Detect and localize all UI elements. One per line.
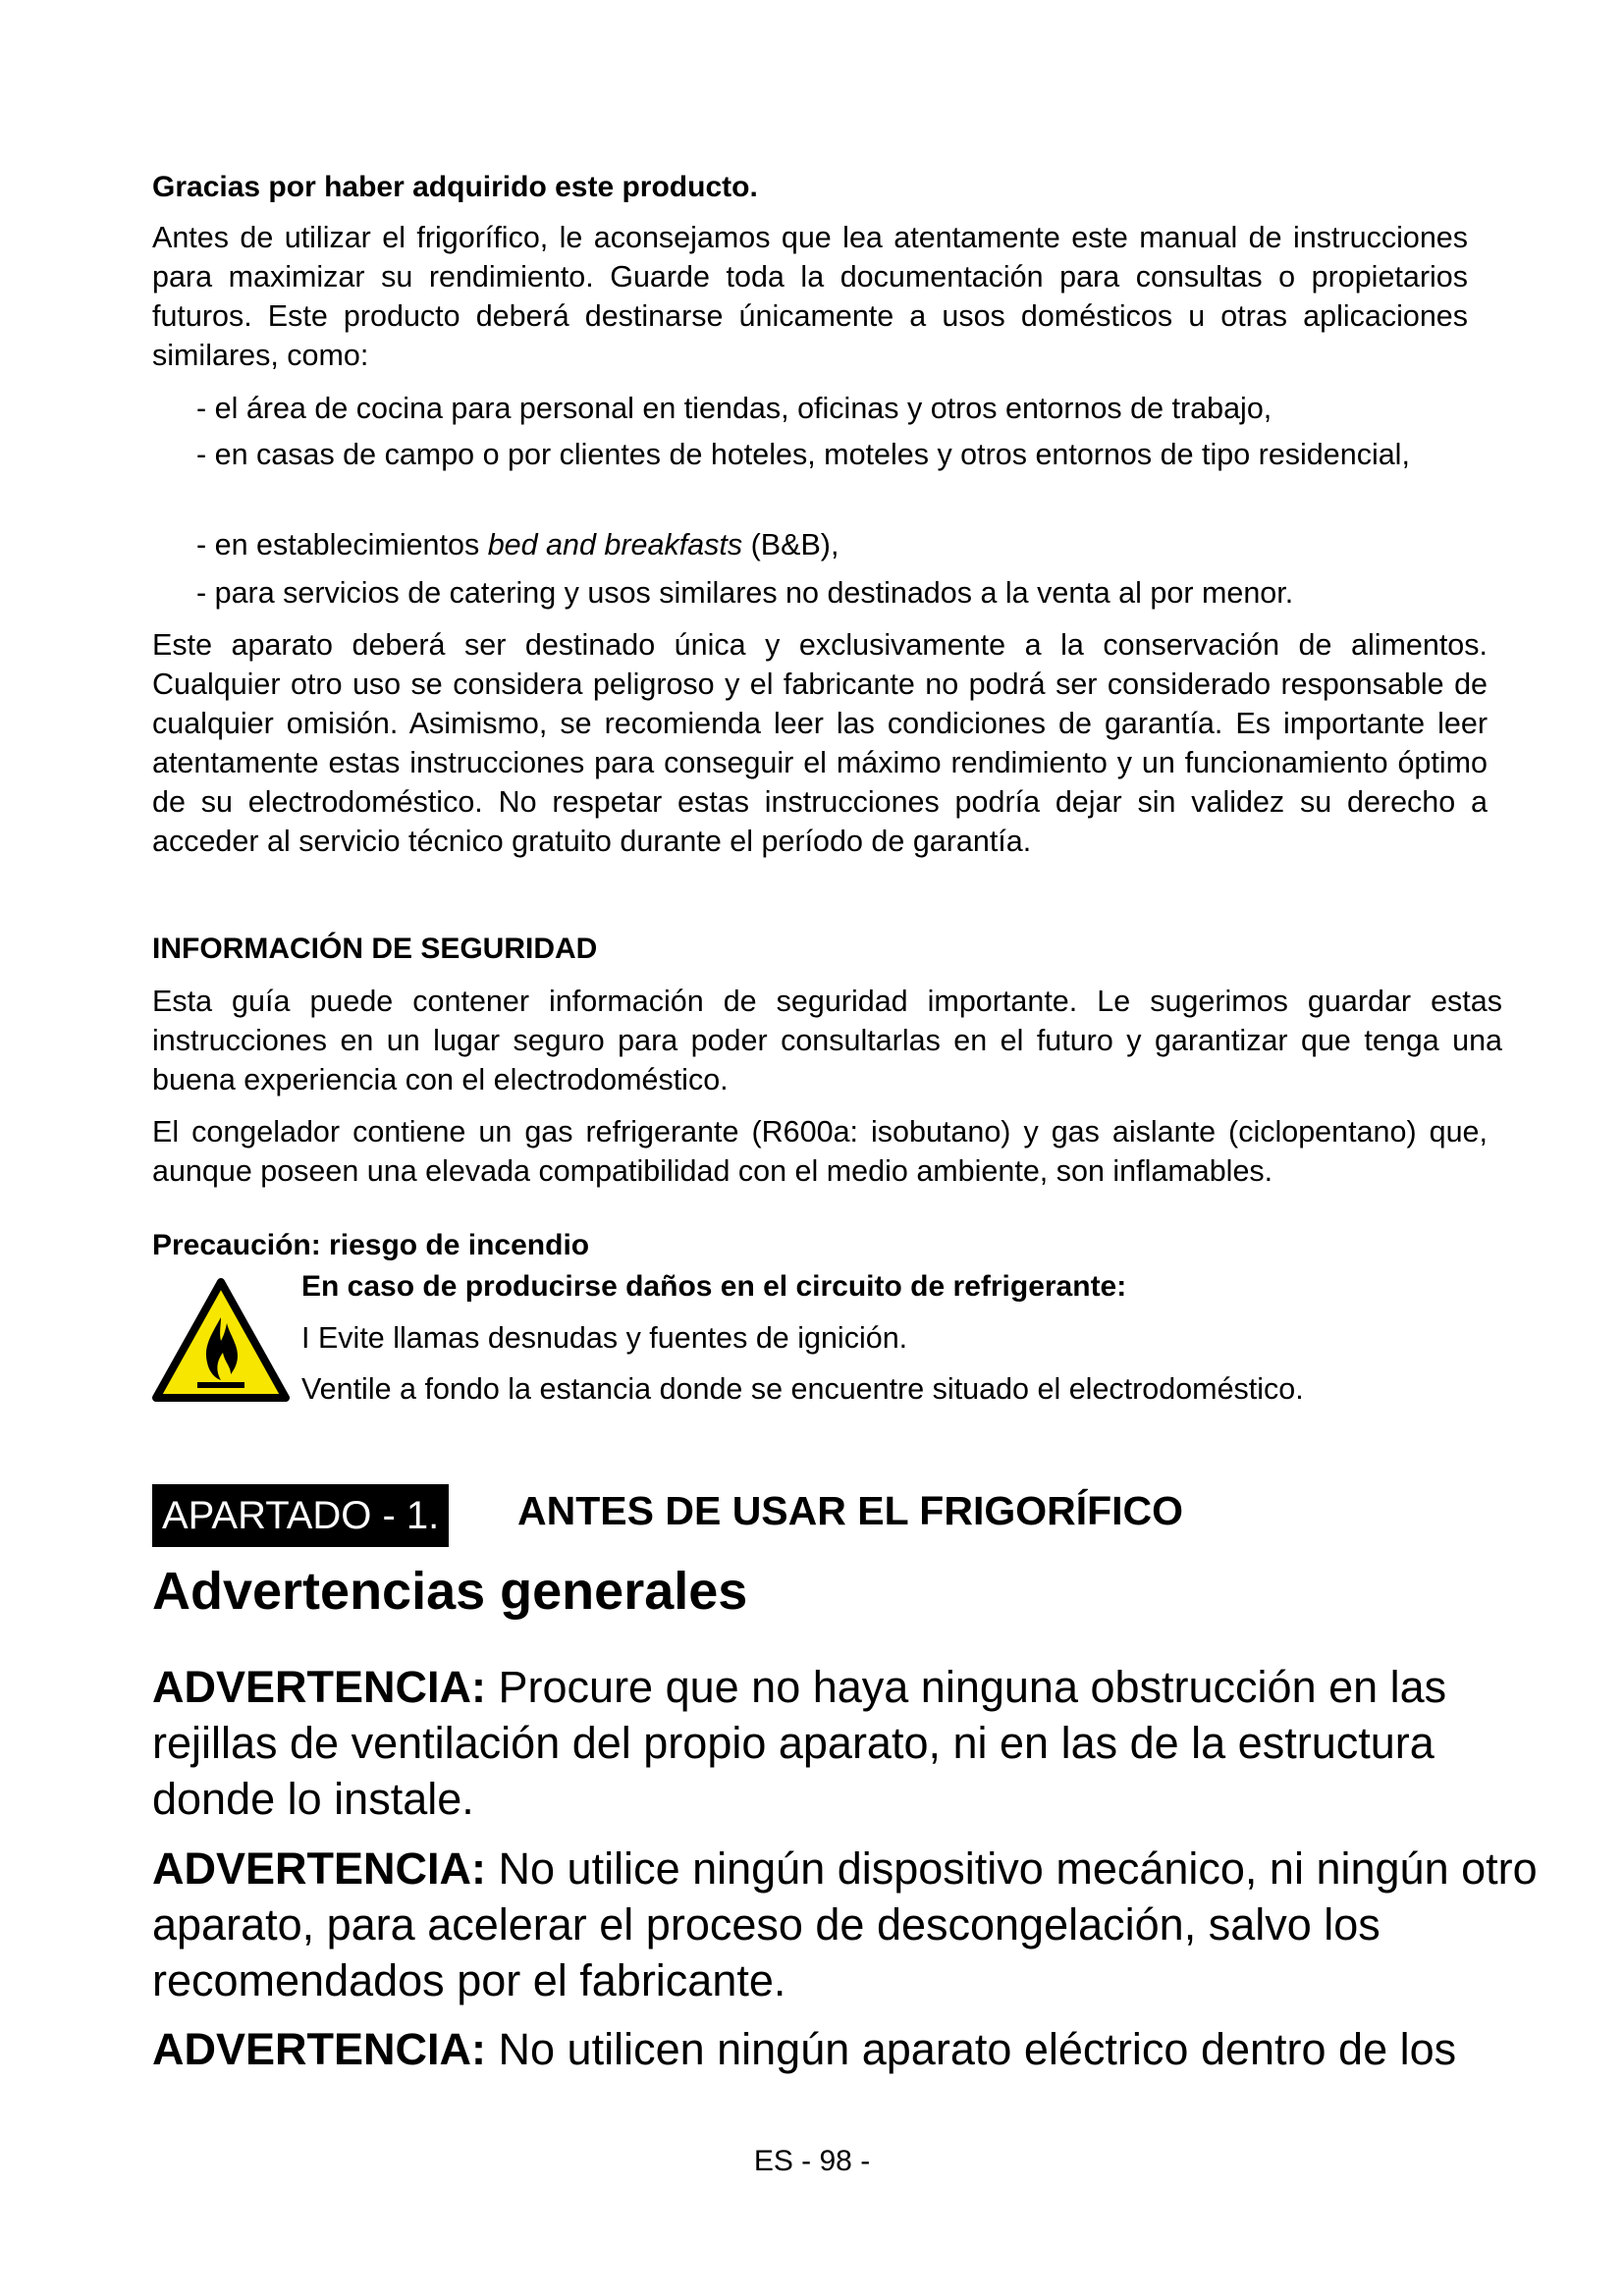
caution-subtitle: En caso de producirse daños en el circuito de refrigerante: (301, 1270, 1127, 1303)
thanks-title: Gracias por haber adquirido este producto. (152, 171, 758, 203)
usage-paragraph: Este aparato deberá ser destinado única y exclusivamente a la conservación de alimentos. Cualquier otro uso se considera peligroso y el fabricante no podrá ser considerado responsable de cualquier omisión. Asimismo, se recomienda leer las condiciones de garantía. Es importante leer atentamente estas instrucciones para conseguir el máximo rendimiento y un funcionamiento óptimo de su electrodoméstico. No respetar estas instrucciones podría dejar sin validez su derecho a acceder al servicio técnico gratuito durante el período de garantía. (152, 628, 1488, 858)
list-item (196, 525, 1507, 564)
caution-line: Ventile a fondo la estancia donde se encuentre situado el electrodoméstico. (301, 1372, 1304, 1406)
page-number: ES - 98 - (753, 2145, 871, 2177)
list-item-prefix: - en establecimientos (196, 528, 488, 561)
warning-label: ADVERTENCIA: (152, 1662, 487, 1712)
warning-paragraph (152, 1841, 1586, 2008)
warning-label: ADVERTENCIA: (152, 1843, 487, 1894)
refrigerant-paragraph: El congelador contiene un gas refrigerante (R600a: isobutano) y gas aislante (ciclopentano) que, aunque poseen una elevada compatibilidad con el medio ambiente, son inflamables. (152, 1115, 1488, 1188)
warning-text: No utilicen ningún aparato eléctrico dentro de los (486, 2024, 1457, 2074)
list-item-suffix: (B&B), (742, 528, 839, 561)
general-warnings-title: Advertencias generales (152, 1562, 748, 1621)
list-item-italic: bed and breakfasts (487, 528, 743, 561)
warning-text: Procure que no haya ninguna obstrucción en las rejillas de ventilación del propio aparato, ni en las de la estructura donde lo instale. (152, 1662, 1447, 1824)
section-badge: APARTADO - 1. (152, 1484, 449, 1547)
caution-line: I Evite llamas desnudas y fuentes de ignición. (301, 1321, 908, 1355)
list-item: - en casas de campo o por clientes de hoteles, moteles y otros entornos de tipo residencial, (196, 438, 1410, 471)
list-item: - para servicios de catering y usos similares no destinados a la venta al por menor. (196, 576, 1294, 610)
warning-paragraph (152, 2021, 1586, 2077)
caution-title: Precaución: riesgo de incendio (152, 1229, 590, 1261)
safety-title: INFORMACIÓN DE SEGURIDAD (152, 933, 598, 965)
fire-warning-icon (152, 1276, 290, 1404)
warning-label: ADVERTENCIA: (152, 2024, 487, 2074)
warning-paragraph (152, 1659, 1517, 1827)
warning-text: No utilice ningún dispositivo mecánico, ni ningún otro aparato, para acelerar el proceso de descongelación, salvo los recomendados por el fabricante. (152, 1843, 1538, 2005)
safety-paragraph: Esta guía puede contener información de seguridad importante. Le sugerimos guardar estas instrucciones en un lugar seguro para poder consultarlas en el futuro y garantizar que tenga una buena experiencia con el electrodoméstico. (152, 985, 1502, 1096)
intro-paragraph: Antes de utilizar el frigorífico, le aconsejamos que lea atentamente este manual de instrucciones para maximizar su rendimiento. Guarde toda la documentación para consultas o propietarios futuros. Este producto deberá destinarse únicamente a usos domésticos u otras aplicaciones similares, como: (152, 221, 1468, 372)
list-item: - el área de cocina para personal en tiendas, oficinas y otros entornos de trabajo, (196, 392, 1272, 425)
section-title: ANTES DE USAR EL FRIGORÍFICO (517, 1488, 1184, 1533)
